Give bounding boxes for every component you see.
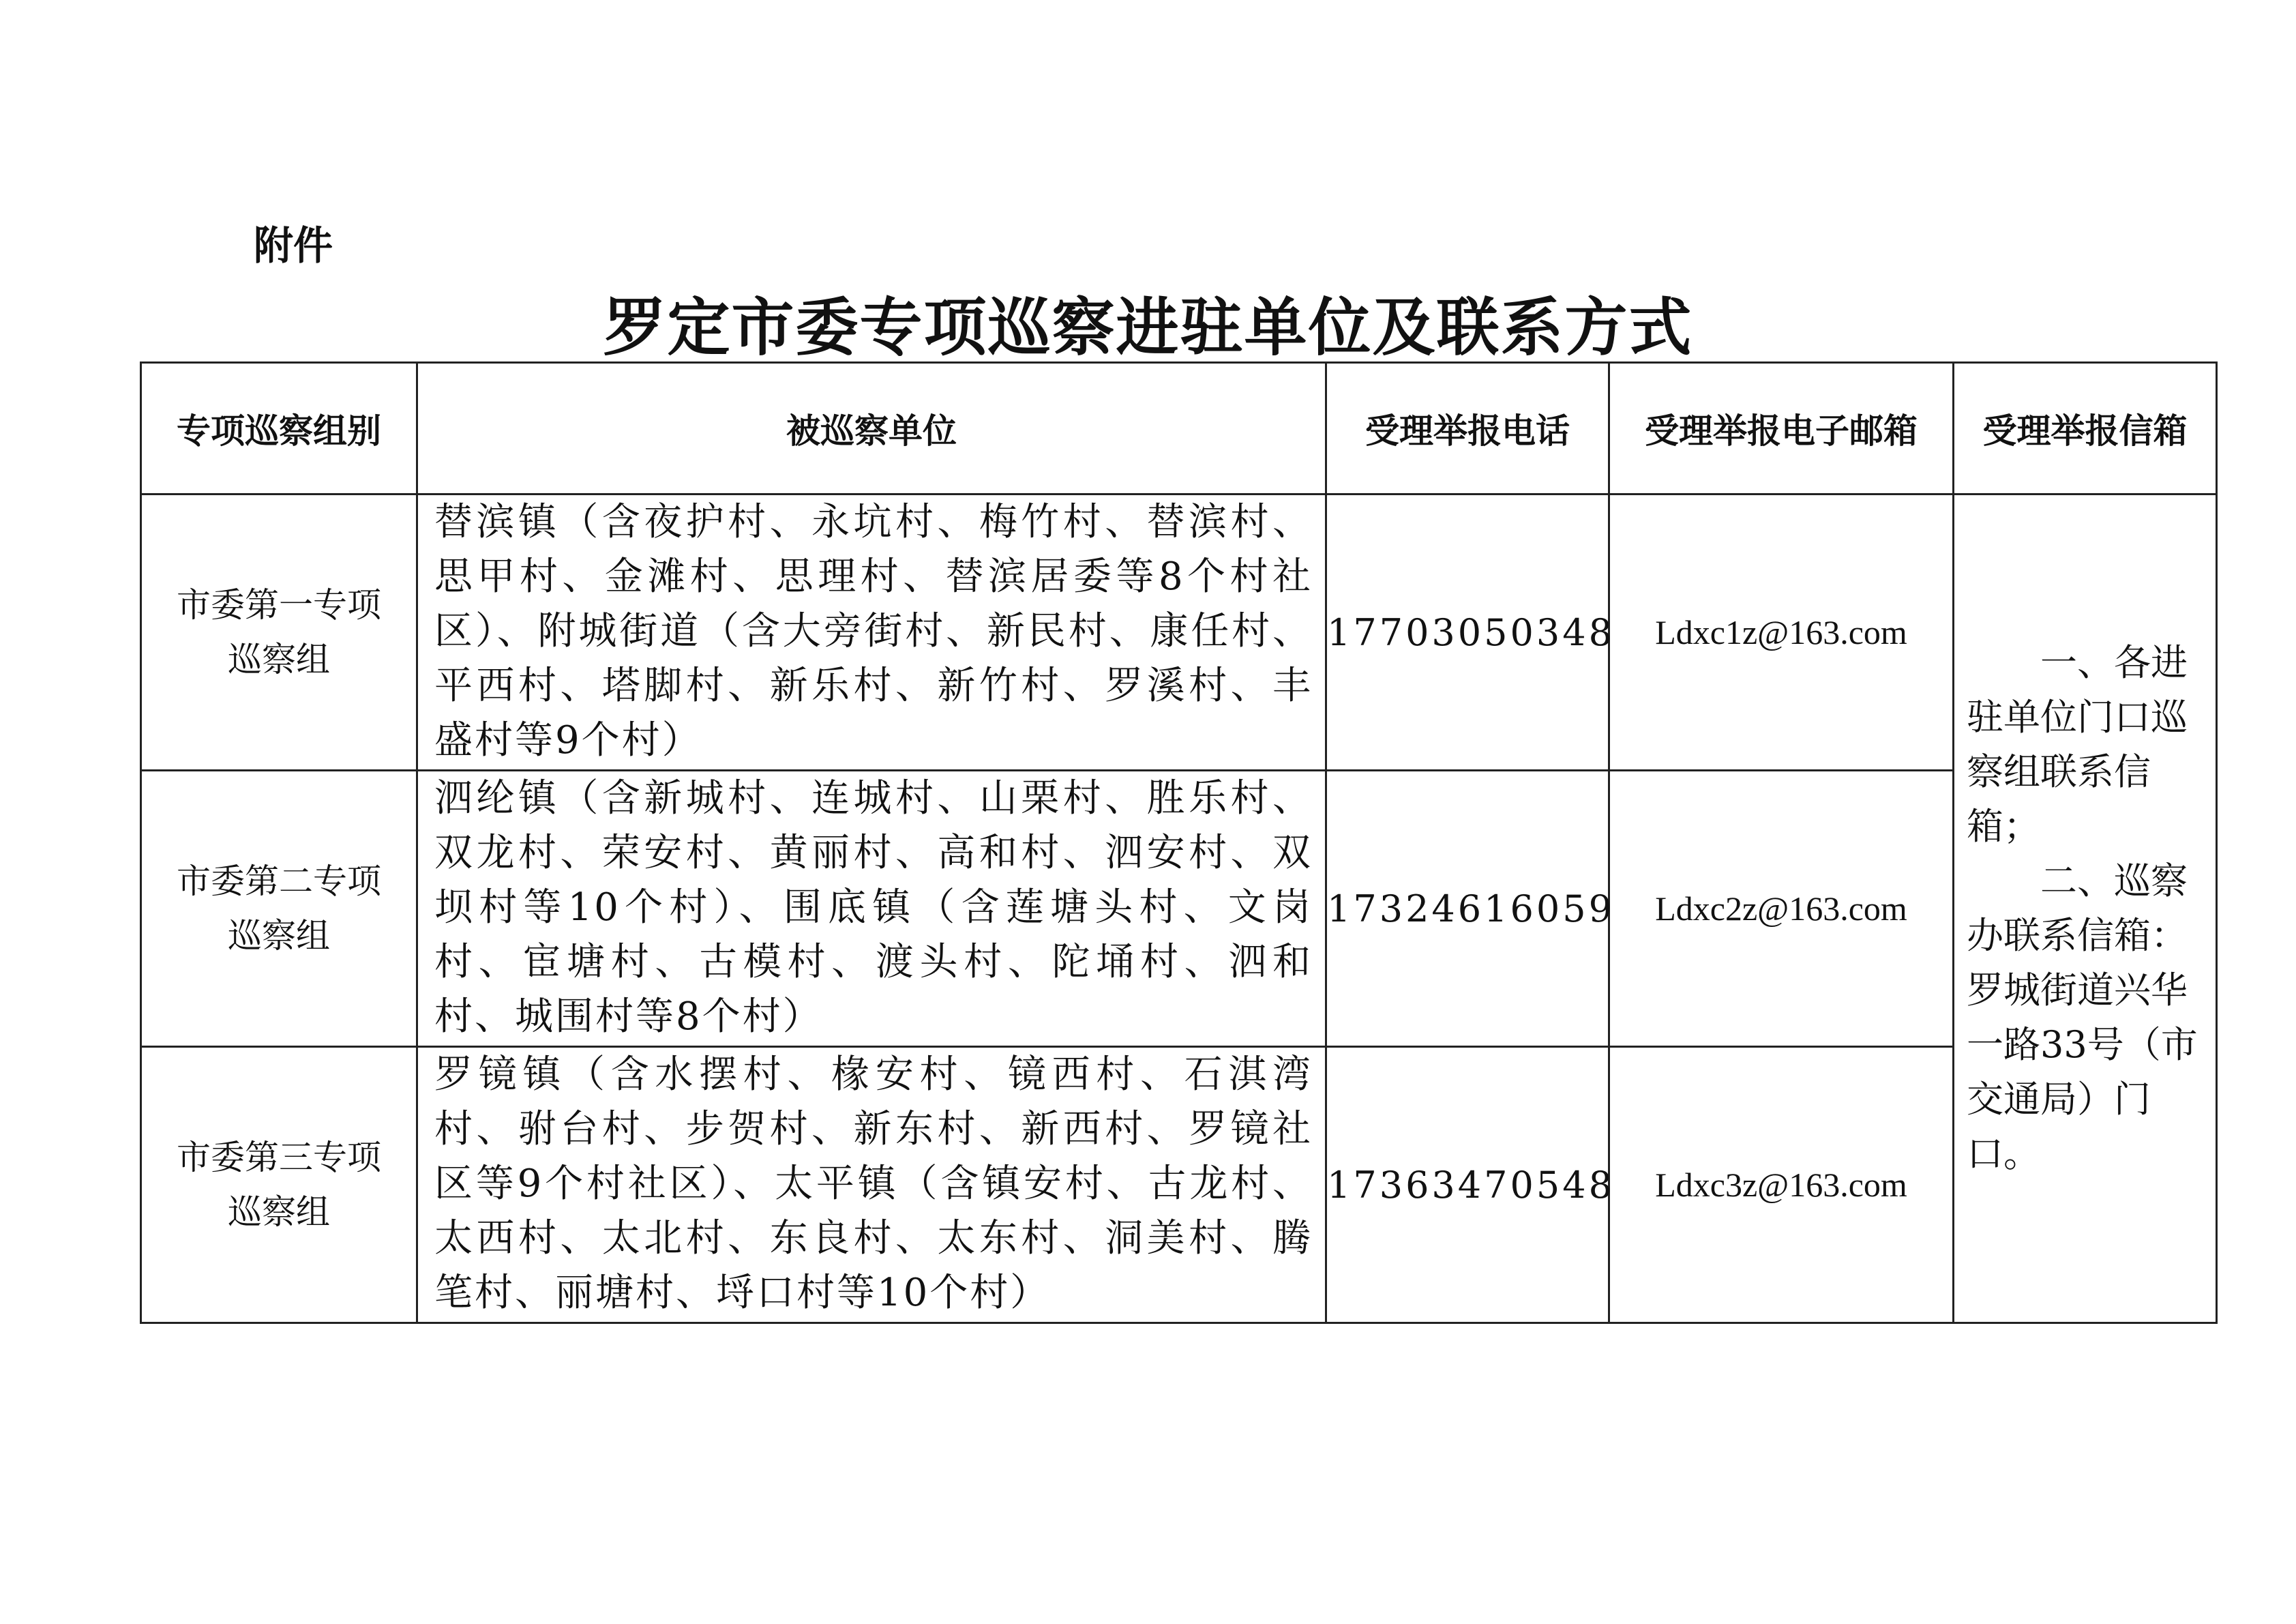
table-header-row <box>141 363 2217 494</box>
units-cell: 罗镜镇（含水摆村、椽安村、镜西村、石淇湾村、驸台村、步贺村、新东村、新西村、罗镜社区等9个村社区）、太平镇（含镇安村、古龙村、太西村、太北村、东良村、太东村、洞美村、腾笔村、丽塘村、埒口村等10个村） <box>417 1047 1326 1323</box>
email-cell: Ldxc1z@163.com <box>1609 494 1954 771</box>
phone-cell: 17324616059 <box>1326 771 1609 1047</box>
phone-cell: 17363470548 <box>1326 1047 1609 1323</box>
mailbox-item-1: 一、各进驻单位门口巡察组联系信箱； <box>1967 641 2188 848</box>
column-header-group: 专项巡察组别 <box>141 363 417 494</box>
attachment-label: 附件 <box>254 222 333 269</box>
group-name: 市委第一专项巡察组 <box>177 585 381 679</box>
contact-table <box>140 361 2218 1324</box>
group-cell <box>141 1047 417 1323</box>
mailbox-item-2: 二、巡察办联系信箱：罗城街道兴华一路33号（市交通局）门口。 <box>1967 859 2198 1175</box>
table-row <box>141 494 2217 771</box>
units-cell: 替滨镇（含夜护村、永坑村、梅竹村、替滨村、思甲村、金滩村、思理村、替滨居委等8个村社区）、附城街道（含大旁街村、新民村、康任村、平西村、塔脚村、新乐村、新竹村、罗溪村、丰盛村等9个村） <box>417 494 1326 771</box>
column-header-email: 受理举报电子邮箱 <box>1609 363 1954 494</box>
group-name: 市委第三专项巡察组 <box>177 1138 381 1232</box>
mailbox-cell <box>1954 494 2217 1323</box>
column-header-phone: 受理举报电话 <box>1326 363 1609 494</box>
email-cell: Ldxc2z@163.com <box>1609 771 1954 1047</box>
column-header-units: 被巡察单位 <box>417 363 1326 494</box>
group-cell <box>141 494 417 771</box>
phone-cell: 17703050348 <box>1326 494 1609 771</box>
email-cell: Ldxc3z@163.com <box>1609 1047 1954 1323</box>
table-row <box>141 771 2217 1047</box>
group-cell <box>141 771 417 1047</box>
units-cell: 泗纶镇（含新城村、连城村、山栗村、胜乐村、双龙村、荣安村、黄丽村、高和村、泗安村、双坝村等10个村）、围底镇（含莲塘头村、文岗村、宦塘村、古模村、渡头村、陀埇村、泗和村、城围村等8个村） <box>417 771 1326 1047</box>
table-row <box>141 1047 2217 1323</box>
document-title: 罗定市委专项巡察进驻单位及联系方式 <box>603 291 1693 364</box>
column-header-mailbox: 受理举报信箱 <box>1954 363 2217 494</box>
group-name: 市委第二专项巡察组 <box>177 861 381 956</box>
